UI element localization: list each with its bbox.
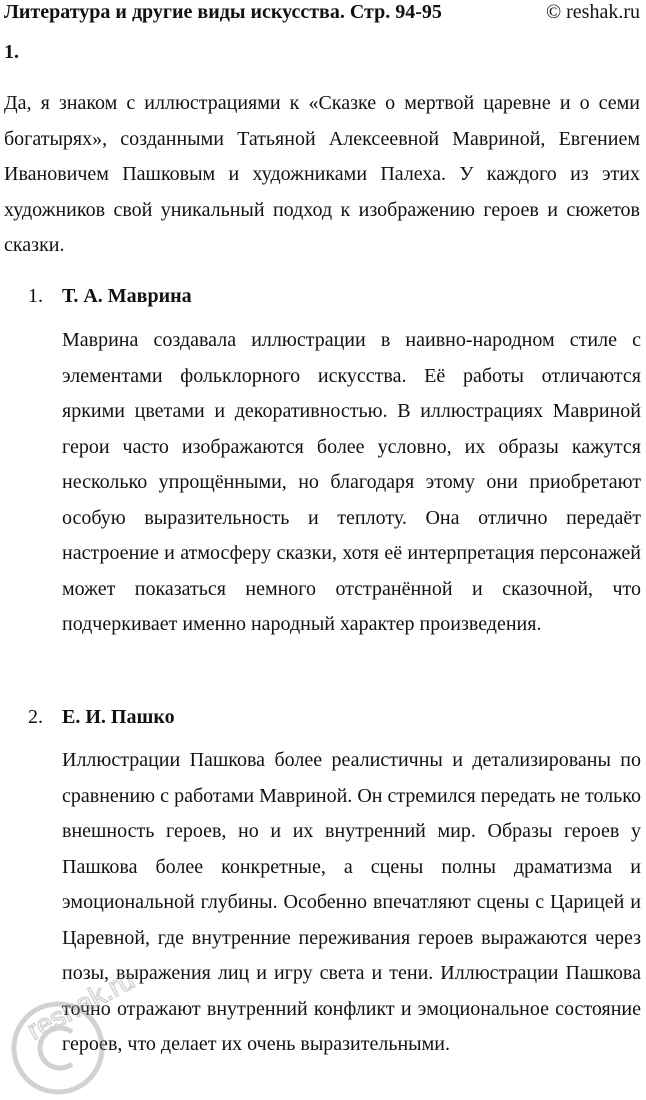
section-heading-mavrina [28,284,192,308]
task-number: 1. [4,41,19,63]
section-number: 2. [28,706,43,728]
page-title: Литература и другие виды искусства. Стр. 94-95 [4,1,442,23]
section-title: Т. А. Маврина [62,285,192,307]
page-header [4,0,640,30]
watermark-text: reshak.ru [21,963,140,1046]
section-body-mavrina: Маврина создавала иллюстрации в наивно-народном стиле с элементами фольклорного искусства. Её работы отличаются яркими цветами и декоративностью. В иллюстрациях Мавриной герои часто изображаются более условно, их образы кажутся несколько упрощёнными, но благодаря этому они приобретают особую выразительность и теплоту. Она отлично передаёт настроение и атмосферу сказки, хотя её интерпретация персонажей может показаться немного отстранённой и сказочной, что подчеркивает именно народный характер произведения. [62,329,641,635]
section-body-pashko: Иллюстрации Пашкова более реалистичны и детализированы по сравнению с работами Мавриной. Он стремился передать не только внешность героев, но и их внутренний мир. Образы героев у Пашкова более конкретные, а сцены полны драматизма и эмоциональной глубины. Особенно впечатляют сцены с Царицей и Царевной, где внутренние переживания героев выражаются через позы, выражения лиц и игру света и тени. Иллюстрации Пашкова точно отражают внутренний конфликт и эмоциональное состояние героев, что делает их очень выразительными. [62,749,641,1055]
section-title: Е. И. Пашко [62,706,175,728]
site-brand: © reshak.ru [545,1,640,23]
section-number: 1. [28,285,43,307]
section-heading-pashko [28,705,175,729]
intro-paragraph: Да, я знаком с иллюстрациями к «Сказке о мертвой царевне и о семи богатырях», созданными Татьяной Алексеевной Мавриной, Евгением Ивановичем Пашковым и художниками Палеха. У каждого из этих художников свой уникальный подход к изображению героев и сюжетов сказки. [4,92,640,256]
